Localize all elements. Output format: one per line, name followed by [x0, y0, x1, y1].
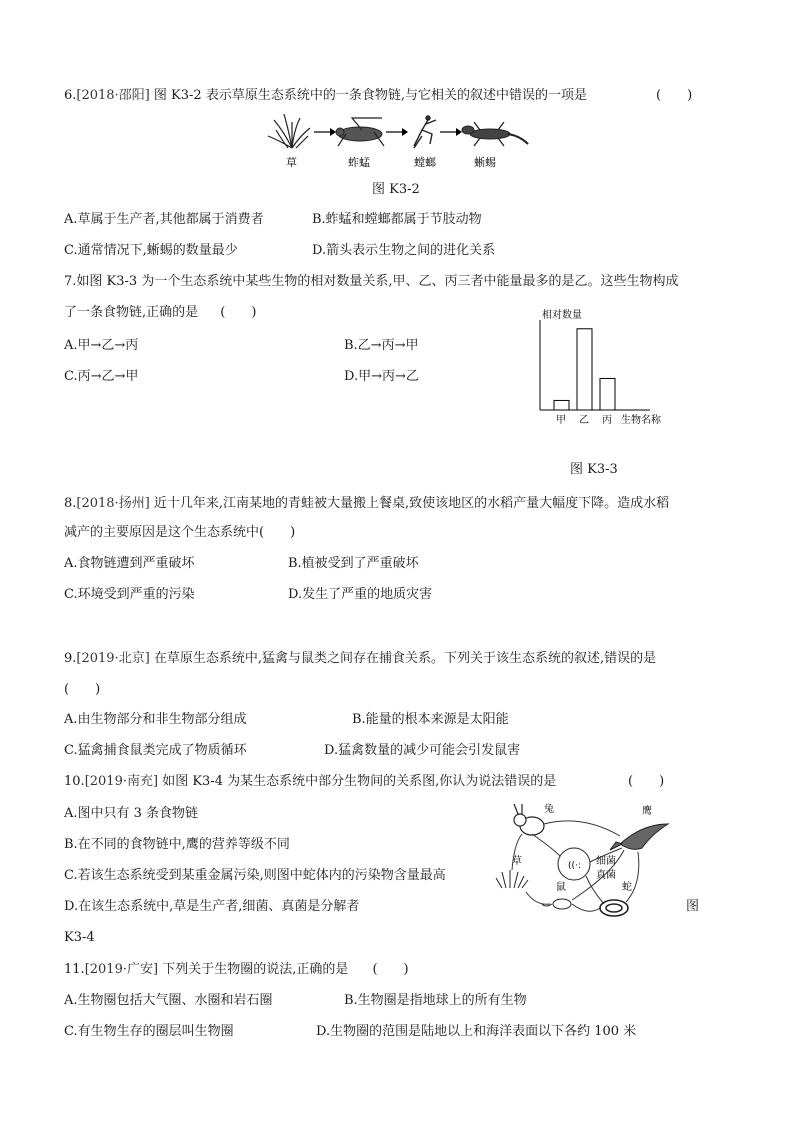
- q8-option-d: D.发生了严重的地质灾害: [288, 587, 433, 602]
- q7-stem: 了一条食物链,正确的是: [64, 305, 199, 320]
- label-snake: 蛇: [622, 882, 632, 893]
- grasshopper-image: [336, 118, 384, 146]
- label-rabbit: 兔: [544, 804, 554, 815]
- q6-answer-paren: ( ): [656, 88, 693, 103]
- relative-quantity-bar-chart: [520, 306, 690, 430]
- q8-answer-paren: ( ): [259, 525, 296, 540]
- q9-source: [2019·北京]: [76, 651, 150, 666]
- q9-option-c: C.猛禽捕食鼠类完成了物质循环: [64, 743, 247, 758]
- grass-image: [496, 870, 528, 888]
- q8-number: 8.: [64, 496, 77, 511]
- q10-stem: 如图 K3-4 为某生态系统中部分生物间的关系图,你认为说法错误的是: [162, 774, 557, 789]
- q11-option-c: C.有生物生存的圈层叫生物圈: [64, 1024, 234, 1039]
- label-grass: 草: [512, 856, 522, 867]
- q10-option-a: A.图中只有 3 条食物链: [64, 806, 199, 821]
- grass-image: [268, 114, 310, 148]
- label-mantis: 螳螂: [414, 156, 436, 169]
- x-tick-label: 丙: [602, 415, 612, 426]
- q9-option-d: D.猛禽数量的减少可能会引发鼠害: [324, 743, 521, 758]
- x-tick-label: 乙: [579, 415, 589, 426]
- q9-number: 9.: [64, 651, 77, 666]
- label-eagle: 鹰: [642, 806, 652, 817]
- label-bacteria: 细菌: [596, 856, 616, 867]
- food-web-figure: [492, 804, 678, 926]
- decomposer-dots: ((·:: [568, 861, 581, 871]
- q9-stem-line: [64, 651, 656, 667]
- q6-option-a: A.草属于生产者,其他都属于消费者: [64, 212, 264, 227]
- y-axis-label: 相对数量: [542, 310, 582, 321]
- q7-stem-line1: 7.如图 K3-3 为一个生态系统中某些生物的相对数量关系,甲、乙、丙三者中能量最多的是乙。这些生物构成: [64, 274, 679, 289]
- rabbit-image: [514, 804, 544, 835]
- q11-stem: 下列关于生物圈的说法,正确的是: [162, 962, 349, 977]
- q7-option-d: D.甲→丙→乙: [344, 369, 419, 384]
- q7-option-b: B.乙→丙→甲: [344, 338, 419, 353]
- label-grasshopper: 蚱蜢: [348, 156, 370, 169]
- q8-stem: 近十几年来,江南某地的青蛙被大量搬上餐桌,致使该地区的水稻产量大幅度下降。造成水稻: [153, 496, 670, 511]
- q7-answer-paren: ( ): [220, 305, 257, 320]
- figure-caption-k3-3: 图 K3-3: [570, 462, 618, 477]
- q8-stem-line2: [64, 525, 295, 541]
- figure-caption-k3-4-part2: K3-4: [64, 930, 95, 945]
- q7-option-c: C.丙→乙→甲: [64, 369, 139, 384]
- q8-option-a: A.食物链遭到严重破坏: [64, 556, 195, 571]
- q6-option-b: B.蚱蜢和螳螂都属于节肢动物: [312, 212, 482, 227]
- q11-number: 11.: [64, 962, 85, 977]
- label-lizard: 蜥蜴: [474, 156, 496, 169]
- q11-option-d: D.生物圈的范围是陆地以上和海洋表面以下各约 100 米: [316, 1024, 637, 1039]
- q11-stem-line: [64, 962, 409, 978]
- q10-stem-line: [64, 774, 556, 790]
- q6-option-d: D.箭头表示生物之间的进化关系: [312, 243, 496, 258]
- bar-1: [554, 400, 569, 410]
- q11-option-b: B.生物圈是指地球上的所有生物: [344, 993, 527, 1008]
- q8-option-b: B.植被受到了严重破坏: [288, 556, 419, 571]
- q8-stem-continued: 减产的主要原因是这个生态系统中: [64, 525, 260, 540]
- label-mouse: 鼠: [556, 882, 566, 893]
- q9-answer-paren: ( ): [64, 682, 101, 697]
- q10-option-d: D.在该生态系统中,草是生产者,细菌、真菌是分解者: [64, 899, 360, 914]
- q6-stem-line: [64, 88, 587, 104]
- q10-number: 10.: [64, 774, 85, 789]
- arrow-icon: [386, 128, 408, 136]
- q10-option-c: C.若该生态系统受到某重金属污染,则图中蛇体内的污染物含量最高: [64, 868, 446, 883]
- q9-option-b: B.能量的根本来源是太阳能: [352, 712, 509, 727]
- food-chain-figure: [262, 110, 532, 172]
- q8-stem-line: [64, 496, 669, 512]
- q11-source: [2019·广安]: [84, 962, 159, 977]
- q9-stem: 在草原生态系统中,猛禽与鼠类之间存在捕食关系。下列关于该生态系统的叙述,错误的是: [153, 651, 657, 666]
- q8-source: [2018·扬州]: [76, 496, 150, 511]
- figure-caption-k3-4-part1: 图: [686, 899, 700, 914]
- bar-2: [577, 329, 592, 410]
- snake-image: [600, 900, 628, 916]
- x-axis-label: 生物名称: [621, 415, 661, 426]
- q11-answer-paren: ( ): [372, 962, 409, 977]
- q6-stem: 图 K3-2 表示草原生态系统中的一条食物链,与它相关的叙述中错误的一项是: [153, 88, 587, 103]
- q11-option-a: A.生物圈包括大气圈、水圈和岩石圈: [64, 993, 273, 1008]
- q6-number: 6.: [64, 88, 77, 103]
- q6-option-c: C.通常情况下,蜥蜴的数量最少: [64, 243, 238, 258]
- q7-stem-line2: [64, 305, 256, 321]
- label-fungi: 真菌: [596, 870, 616, 881]
- bar-3: [600, 378, 615, 410]
- q9-option-a: A.由生物部分和非生物部分组成: [64, 712, 247, 727]
- label-grass: 草: [286, 156, 297, 169]
- lizard-image: [462, 122, 528, 146]
- q10-source: [2019·南充]: [84, 774, 159, 789]
- mantis-image: [414, 116, 436, 148]
- arrow-icon: [314, 128, 336, 136]
- x-tick-label: 甲: [556, 415, 566, 426]
- q10-answer-paren: ( ): [628, 774, 665, 789]
- q7-option-a: A.甲→乙→丙: [64, 338, 139, 353]
- eagle-image: [610, 824, 668, 850]
- q6-source: [2018·邵阳]: [76, 88, 150, 103]
- q10-option-b: B.在不同的食物链中,鹰的营养等级不同: [64, 837, 290, 852]
- arrow-icon: [440, 128, 462, 136]
- figure-caption-k3-2: 图 K3-2: [372, 182, 420, 197]
- q8-option-c: C.环境受到严重的污染: [64, 587, 195, 602]
